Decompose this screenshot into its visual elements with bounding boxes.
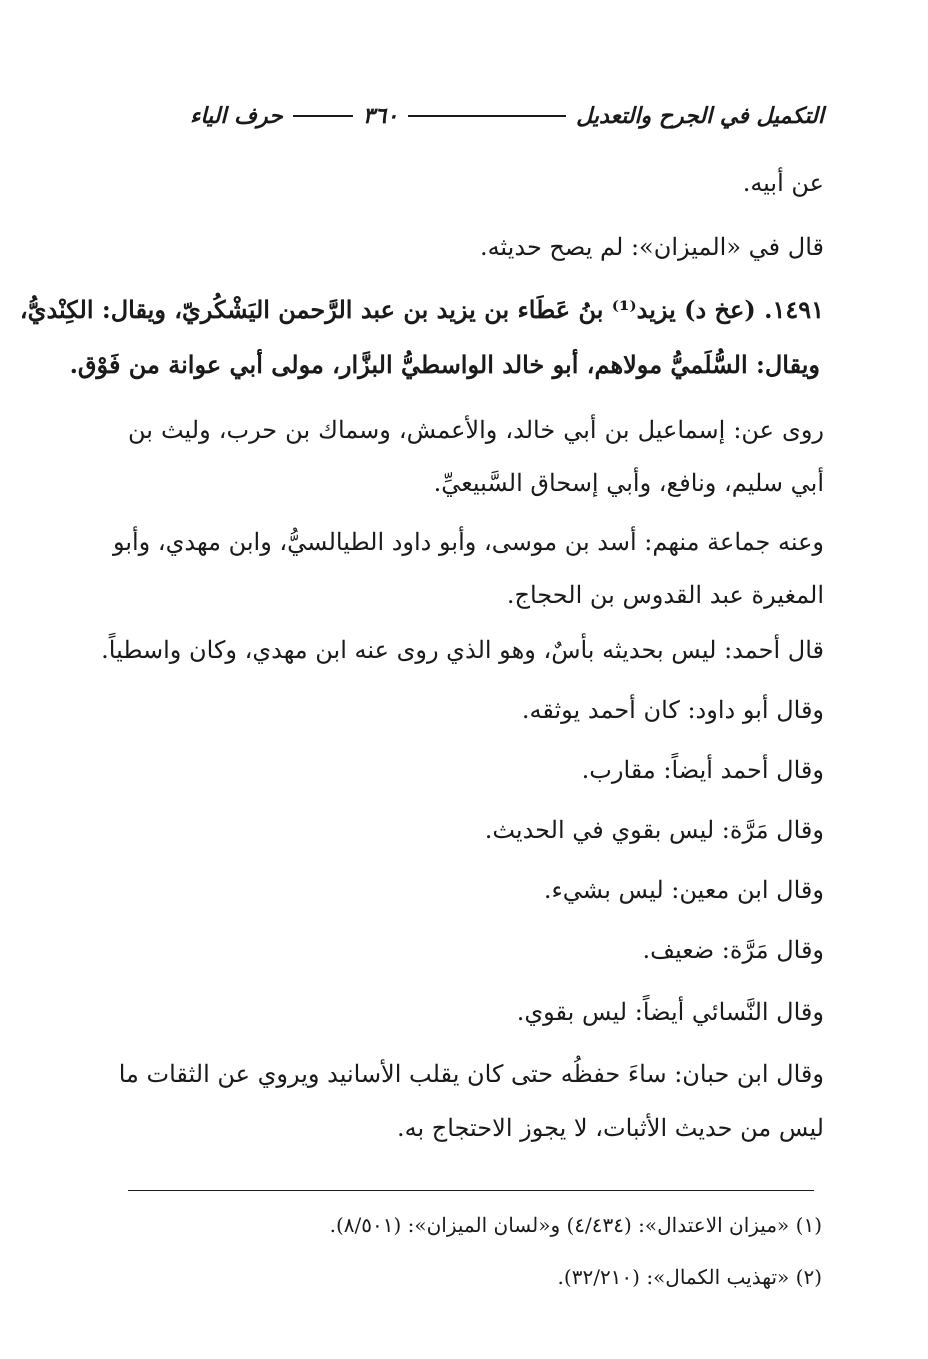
text-line: وقال مَرَّة: ضعيف. [642,936,824,964]
text-line: أبي سليم، ونافع، وأبي إسحاق السَّبيعيِّ. [433,469,824,497]
section-title: حرف الياء [190,103,283,129]
text-line: المغيرة عبد القدوس بن الحجاج. [506,581,824,609]
running-header [190,96,824,136]
footnote: (٢) «تهذيب الكمال»: (٣٢/٢١٠). [557,1265,822,1289]
text-line: وقال النَّسائي أيضاً: ليس بقوي. [516,998,824,1026]
text-line: قال في «الميزان»: لم يصح حديثه. [479,233,824,261]
header-dash [293,115,353,117]
text-line: قال أحمد: ليس بحديثه بأسٌ، وهو الذي روى عنه ابن مهدي، وكان واسطياً. [101,636,824,664]
text-line: وقال أحمد أيضاً: مقارب. [581,756,824,784]
text-line: وقال ابن حبان: ساءَ حفظُه حتى كان يقلب الأسانيد ويروي عن الثقات ما [118,1060,824,1088]
text-line: عن أبيه. [742,169,824,197]
entry-heading: ١٤٩١. (عخ د) يزيد⁽¹⁾ بنُ عَطَاء بن يزيد بن عبد الرَّحمن اليَشْكُريّ، ويقال: الكِنْديُّ، [19,295,824,324]
text-line: وقال مَرَّة: ليس بقوي في الحديث. [484,816,824,844]
text-line: ليس من حديث الأثبات، لا يجوز الاحتجاج به. [396,1114,824,1142]
text-line: روى عن: إسماعيل بن أبي خالد، والأعمش، وسماك بن حرب، وليث بن [128,416,824,444]
book-title: التكميل في الجرح والتعديل [576,103,824,129]
text-line: وعنه جماعة منهم: أسد بن موسى، وأبو داود الطيالسيُّ، وابن مهدي، وأبو [112,528,824,556]
entry-heading: ويقال: السُّلَميُّ مولاهم، أبو خالد الواسطيُّ البزَّار، مولى أبي عوانة من فَوْق. [69,350,820,379]
text-line: وقال أبو داود: كان أحمد يوثقه. [521,696,824,724]
footnote: (١) «ميزان الاعتدال»: (٤/٤٣٤) و«لسان الميزان»: (٨/٥٠١). [329,1213,822,1237]
page-number: ٣٦٠ [362,103,399,129]
footnote-separator [128,1190,814,1191]
text-line: وقال ابن معين: ليس بشيء. [543,876,824,904]
header-dash [408,115,566,117]
